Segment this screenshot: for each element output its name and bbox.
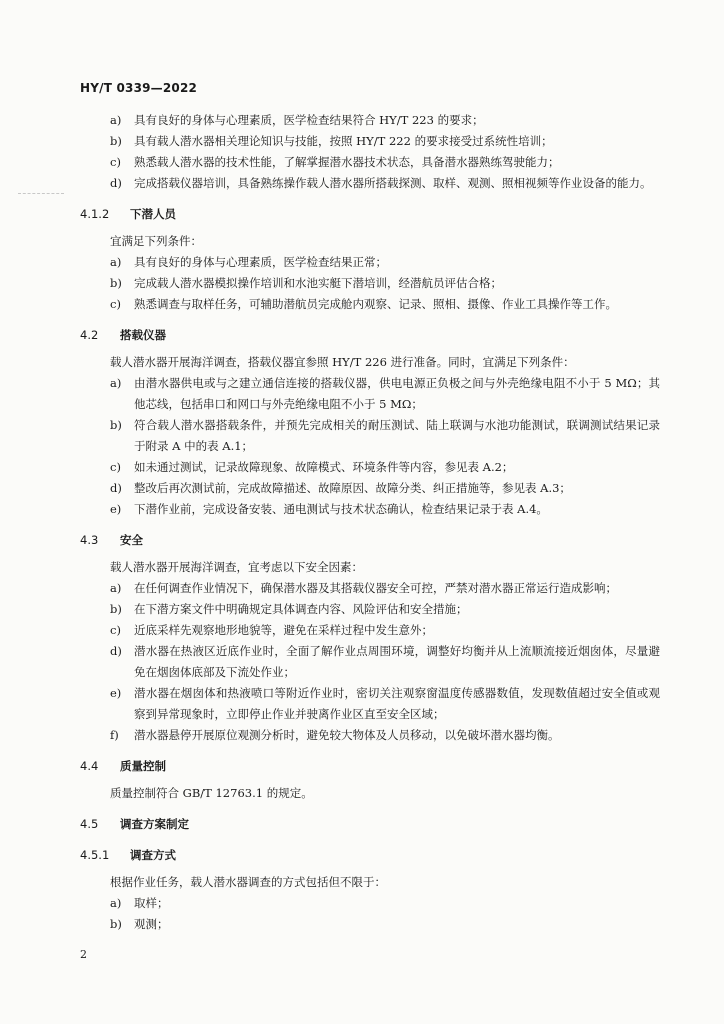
list-item xyxy=(80,110,660,131)
list-item xyxy=(80,683,660,725)
item-text: 如未通过测试，记录故障现象、故障模式、环境条件等内容，参见表 A.2； xyxy=(134,460,514,474)
list-item xyxy=(80,599,660,620)
section-heading-4-4 xyxy=(80,756,660,777)
item-text: 观测； xyxy=(134,917,169,931)
section-title: 搭载仪器 xyxy=(120,328,166,342)
item-marker: c) xyxy=(110,155,121,169)
item-marker: b) xyxy=(110,917,122,931)
section-number: 4.1.2 xyxy=(80,207,110,221)
section-title: 质量控制 xyxy=(120,759,166,773)
section-number: 4.5 xyxy=(80,817,99,831)
item-text: 在任何调查作业情况下，确保潜水器及其搭载仪器安全可控，严禁对潜水器正常运行造成影响； xyxy=(134,581,617,595)
item-marker: c) xyxy=(110,623,121,637)
margin-scan-mark xyxy=(18,193,64,194)
section-title: 调查方案制定 xyxy=(120,817,189,831)
item-text: 熟悉载人潜水器的技术性能，了解掌握潜水器技术状态，具备潜水器熟练驾驶能力； xyxy=(134,155,560,169)
item-text: 潜水器在热液区近底作业时，全面了解作业点周围环境，调整好均衡并从上流顺流接近烟囱体，尽量避免在烟囱体底部及下流处作业； xyxy=(134,644,660,679)
item-marker: b) xyxy=(110,276,122,290)
paragraph: 质量控制符合 GB/T 12763.1 的规定。 xyxy=(110,786,313,800)
item-marker: f) xyxy=(110,728,119,742)
document-header: HY/T 0339—2022 xyxy=(80,81,198,95)
item-text: 整改后再次测试前，完成故障描述、故障原因、故障分类、纠正措施等，参见表 A.3； xyxy=(134,481,571,495)
item-marker: a) xyxy=(110,255,122,269)
item-text: 潜水器悬停开展原位观测分析时，避免较大物体及人员移动，以免破坏潜水器均衡。 xyxy=(134,728,560,742)
list-item xyxy=(80,578,660,599)
item-marker: c) xyxy=(110,460,121,474)
section-title: 下潜人员 xyxy=(130,207,176,221)
page-number: 2 xyxy=(80,948,87,961)
item-marker: b) xyxy=(110,418,122,432)
list-item xyxy=(80,620,660,641)
item-text: 完成载人潜水器模拟操作培训和水池实艇下潜培训，经潜航员评估合格； xyxy=(134,276,502,290)
item-text: 熟悉调查与取样任务，可辅助潜航员完成舱内观察、记录、照相、摄像、作业工具操作等工作。 xyxy=(134,297,617,311)
list-item xyxy=(80,152,660,173)
list-item xyxy=(80,131,660,152)
item-text: 具有载人潜水器相关理论知识与技能，按照 HY/T 222 的要求接受过系统性培训； xyxy=(134,134,553,148)
paragraph: 根据作业任务，载人潜水器调查的方式包括但不限于： xyxy=(110,875,386,889)
section-heading-4-2 xyxy=(80,325,660,346)
section-heading-4-3 xyxy=(80,530,660,551)
section-number: 4.2 xyxy=(80,328,99,342)
item-marker: a) xyxy=(110,581,122,595)
item-marker: c) xyxy=(110,297,121,311)
list-item xyxy=(80,893,660,914)
list-item xyxy=(80,415,660,457)
item-marker: e) xyxy=(110,686,122,700)
list-item xyxy=(80,373,660,415)
item-marker: a) xyxy=(110,376,122,390)
section-number: 4.4 xyxy=(80,759,99,773)
paragraph: 载人潜水器开展海洋调查，宜考虑以下安全因素： xyxy=(110,560,363,574)
item-text: 下潜作业前，完成设备安装、通电测试与技术状态确认，检查结果记录于表 A.4。 xyxy=(134,502,548,516)
paragraph: 宜满足下列条件： xyxy=(110,234,202,248)
item-marker: d) xyxy=(110,481,122,495)
list-item xyxy=(80,273,660,294)
section-title: 安全 xyxy=(120,533,143,547)
list-item xyxy=(80,294,660,315)
section-number: 4.3 xyxy=(80,533,99,547)
item-text: 在下潜方案文件中明确规定具体调查内容、风险评估和安全措施； xyxy=(134,602,468,616)
list-item xyxy=(80,457,660,478)
item-text: 取样； xyxy=(134,896,169,910)
item-text: 符合载人潜水器搭载条件，并预先完成相关的耐压测试、陆上联调与水池功能测试，联调测试结果记录于附录 A 中的表 A.1； xyxy=(134,418,660,453)
section-heading-4-5-1 xyxy=(80,845,660,866)
item-marker: d) xyxy=(110,176,122,190)
section-title: 调查方式 xyxy=(130,848,176,862)
item-text: 近底采样先观察地形地貌等，避免在采样过程中发生意外； xyxy=(134,623,433,637)
item-text: 完成搭载仪器培训，具备熟练操作载人潜水器所搭载探测、取样、观测、照相视频等作业设备的能力。 xyxy=(134,176,652,190)
page-content xyxy=(80,110,660,935)
list-item xyxy=(80,914,660,935)
item-text: 由潜水器供电或与之建立通信连接的搭载仪器，供电电源正负极之间与外壳绝缘电阻不小于 5 MΩ；其他芯线，包括串口和网口与外壳绝缘电阻不小于 5 MΩ； xyxy=(134,376,660,411)
list-item xyxy=(80,478,660,499)
section-heading-4-1-2 xyxy=(80,204,660,225)
item-text: 具有良好的身体与心理素质，医学检查结果正常； xyxy=(134,255,387,269)
section-heading-4-5 xyxy=(80,814,660,835)
paragraph: 载人潜水器开展海洋调查，搭载仪器宜参照 HY/T 226 进行准备。同时，宜满足下列条件： xyxy=(110,355,575,369)
item-text: 具有良好的身体与心理素质，医学检查结果符合 HY/T 223 的要求； xyxy=(134,113,484,127)
list-item xyxy=(80,252,660,273)
list-item xyxy=(80,725,660,746)
item-text: 潜水器在烟囱体和热液喷口等附近作业时，密切关注观察窗温度传感器数值，发现数值超过安全值或观察到异常现象时，立即停止作业并驶离作业区直至安全区域； xyxy=(134,686,660,721)
item-marker: a) xyxy=(110,896,122,910)
item-marker: e) xyxy=(110,502,122,516)
item-marker: b) xyxy=(110,134,122,148)
section-number: 4.5.1 xyxy=(80,848,110,862)
item-marker: b) xyxy=(110,602,122,616)
list-item xyxy=(80,641,660,683)
list-item xyxy=(80,173,660,194)
item-marker: a) xyxy=(110,113,122,127)
item-marker: d) xyxy=(110,644,122,658)
list-item xyxy=(80,499,660,520)
